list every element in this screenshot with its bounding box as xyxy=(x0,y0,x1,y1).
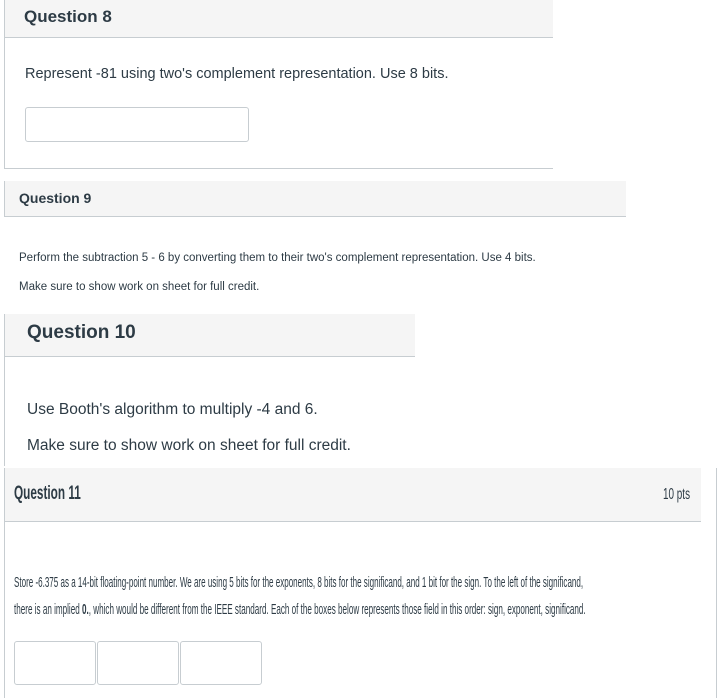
question-10-title: Question 10 xyxy=(27,322,136,343)
question-10-panel xyxy=(0,314,416,466)
question-11-left-border xyxy=(4,468,5,698)
exponent-field-input[interactable] xyxy=(97,641,179,685)
question-8-left-border xyxy=(4,0,5,169)
question-8-text: Represent -81 using two's complement representation. Use 8 bits. xyxy=(25,66,449,82)
question-10-left-border xyxy=(4,314,5,466)
question-8-header xyxy=(4,0,553,38)
question-11-panel xyxy=(0,468,721,698)
question-8-bottom-border xyxy=(4,168,553,169)
question-9-line-1: Perform the subtraction 5 - 6 by converting them to their two's complement representation. Use 4 bits. xyxy=(19,252,536,264)
question-10-line-1: Use Booth's algorithm to multiply -4 and 6. xyxy=(27,401,318,418)
question-11-title: Question 11 xyxy=(14,483,81,504)
question-9-line-2: Make sure to show work on sheet for full credit. xyxy=(19,281,260,293)
question-10-line-2: Make sure to show work on sheet for full credit. xyxy=(27,437,351,454)
question-8-answer-input[interactable] xyxy=(25,107,249,142)
question-8-panel xyxy=(0,0,554,170)
question-9-header xyxy=(4,181,626,217)
question-9-left-border xyxy=(4,181,5,217)
question-11-line-2-pre: there is an implied xyxy=(14,601,82,618)
question-11-line-1 xyxy=(14,574,583,591)
sign-field-input[interactable] xyxy=(14,641,96,685)
question-11-implied-zero: 0. xyxy=(81,601,89,618)
question-11-header xyxy=(4,468,701,522)
question-11-right-border xyxy=(716,468,717,698)
question-9-panel xyxy=(0,181,626,311)
question-11-line-2-post: , which would be different from the IEEE standard. Each of the boxes below represents those field in this order: sign, exponent, significand. xyxy=(88,601,586,618)
question-9-title: Question 9 xyxy=(19,190,92,206)
question-10-header xyxy=(4,314,415,357)
question-11-line-1-text: Store -6.375 as a 14-bit floating-point number. We are using 5 bits for the exponents, 8 bits for the significand, and 1 bit for the sign. To the left of the significand, xyxy=(14,574,584,591)
question-11-points: 10 pts xyxy=(663,486,691,503)
significand-field-input[interactable] xyxy=(180,641,262,685)
question-11-line-2 xyxy=(14,601,586,618)
question-8-title: Question 8 xyxy=(24,7,112,26)
